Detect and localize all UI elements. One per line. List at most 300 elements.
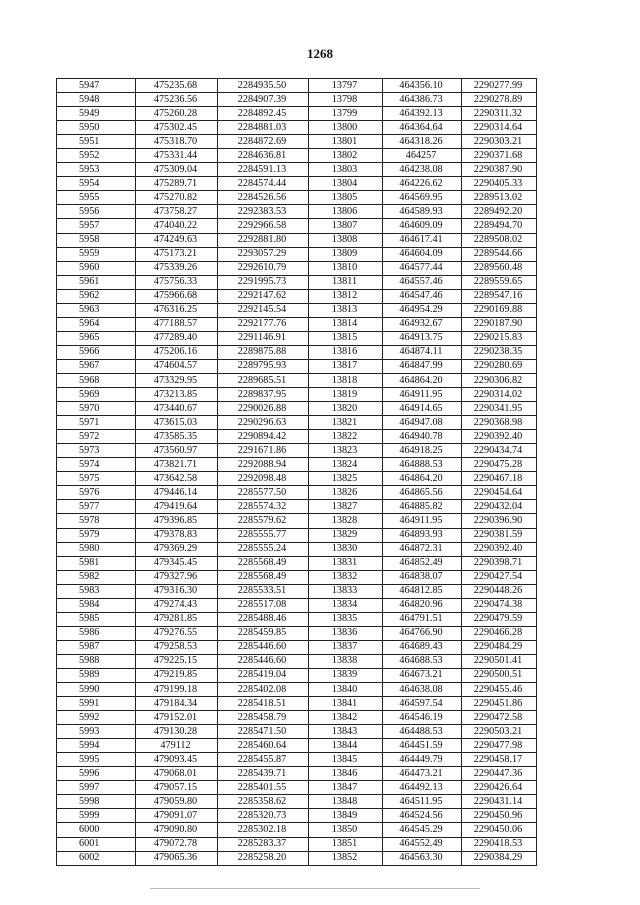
cell-easting-a: 479345.45 [136,556,218,570]
table-row [57,500,537,514]
table-row [57,837,537,851]
cell-northing-a: 2285577.50 [218,486,309,500]
cell-northing-b: 2290387.90 [462,163,537,177]
cell-point-id-b: 13804 [309,177,383,191]
table-row [57,556,537,570]
cell-point-id-a: 5994 [57,739,136,753]
cell-northing-a: 2285455.87 [218,753,309,767]
table-row [57,247,537,261]
cell-northing-a: 2290026.88 [218,402,309,416]
cell-northing-b: 2290450.96 [462,809,537,823]
cell-northing-a: 2292145.54 [218,303,309,317]
cell-easting-b: 464838.07 [383,570,462,584]
cell-easting-a: 479258.53 [136,640,218,654]
cell-easting-a: 475173.21 [136,247,218,261]
cell-point-id-b: 13845 [309,753,383,767]
cell-point-id-a: 5982 [57,570,136,584]
cell-easting-a: 473440.67 [136,402,218,416]
cell-northing-a: 2285358.62 [218,795,309,809]
cell-easting-a: 479091.07 [136,809,218,823]
cell-point-id-b: 13811 [309,275,383,289]
cell-northing-b: 2290418.53 [462,837,537,851]
coordinate-table-body [57,79,537,866]
cell-point-id-b: 13797 [309,79,383,93]
cell-northing-a: 2285568.49 [218,556,309,570]
cell-easting-b: 464473.21 [383,767,462,781]
table-row [57,345,537,359]
cell-easting-a: 479112 [136,739,218,753]
cell-northing-b: 2289560.48 [462,261,537,275]
cell-northing-b: 2290238.35 [462,345,537,359]
cell-northing-a: 2285401.55 [218,781,309,795]
cell-northing-a: 2285302.18 [218,823,309,837]
table-row [57,668,537,682]
cell-easting-b: 464847.99 [383,359,462,373]
cell-northing-b: 2290431.14 [462,795,537,809]
cell-northing-a: 2285460.64 [218,739,309,753]
cell-easting-b: 464511.95 [383,795,462,809]
cell-point-id-b: 13820 [309,402,383,416]
cell-point-id-a: 5962 [57,289,136,303]
cell-northing-b: 2290466.28 [462,626,537,640]
table-row [57,107,537,121]
cell-point-id-b: 13802 [309,149,383,163]
cell-easting-a: 479396.85 [136,514,218,528]
cell-northing-a: 2285402.08 [218,683,309,697]
cell-easting-b: 464577.44 [383,261,462,275]
cell-northing-b: 2290311.32 [462,107,537,121]
cell-northing-a: 2290894.42 [218,430,309,444]
cell-point-id-a: 5975 [57,472,136,486]
cell-point-id-a: 5964 [57,317,136,331]
cell-easting-a: 473758.27 [136,205,218,219]
cell-northing-b: 2290500.51 [462,668,537,682]
cell-easting-a: 475289.71 [136,177,218,191]
table-row [57,163,537,177]
cell-easting-b: 464885.82 [383,500,462,514]
table-row [57,711,537,725]
cell-point-id-b: 13809 [309,247,383,261]
table-row [57,289,537,303]
cell-point-id-a: 5959 [57,247,136,261]
cell-northing-b: 2290474.38 [462,598,537,612]
cell-northing-a: 2292610.79 [218,261,309,275]
cell-northing-b: 2290467.18 [462,472,537,486]
cell-point-id-b: 13807 [309,219,383,233]
cell-northing-b: 2290472.58 [462,711,537,725]
cell-northing-a: 2293057.29 [218,247,309,261]
cell-northing-b: 2290277.99 [462,79,537,93]
cell-northing-a: 2285579.62 [218,514,309,528]
cell-northing-a: 2284907.39 [218,93,309,107]
cell-point-id-b: 13851 [309,837,383,851]
cell-northing-b: 2290484.29 [462,640,537,654]
cell-easting-b: 464913.75 [383,331,462,345]
cell-easting-a: 475270.82 [136,191,218,205]
cell-northing-b: 2290314.64 [462,121,537,135]
cell-northing-a: 2292383.53 [218,205,309,219]
cell-easting-b: 464257 [383,149,462,163]
cell-point-id-b: 13852 [309,851,383,865]
cell-point-id-a: 5966 [57,345,136,359]
cell-easting-a: 475331.44 [136,149,218,163]
cell-point-id-a: 5989 [57,668,136,682]
cell-easting-a: 479130.28 [136,725,218,739]
cell-point-id-b: 13798 [309,93,383,107]
table-row [57,444,537,458]
cell-point-id-a: 5988 [57,654,136,668]
table-row [57,373,537,387]
cell-northing-b: 2290477.98 [462,739,537,753]
table-row [57,93,537,107]
cell-easting-a: 479057.15 [136,781,218,795]
cell-point-id-b: 13837 [309,640,383,654]
cell-easting-a: 479419.64 [136,500,218,514]
cell-northing-b: 2290454.64 [462,486,537,500]
cell-point-id-a: 5958 [57,233,136,247]
cell-northing-b: 2290432.04 [462,500,537,514]
cell-point-id-b: 13838 [309,654,383,668]
cell-northing-b: 2290475.28 [462,458,537,472]
cell-northing-b: 2290280.69 [462,359,537,373]
cell-northing-a: 2292966.58 [218,219,309,233]
table-row [57,542,537,556]
cell-northing-a: 2285555.77 [218,528,309,542]
table-row [57,781,537,795]
cell-point-id-a: 5969 [57,388,136,402]
cell-northing-a: 2289795.93 [218,359,309,373]
table-row [57,79,537,93]
cell-northing-a: 2285471.50 [218,725,309,739]
cell-northing-a: 2285258.20 [218,851,309,865]
table-row [57,626,537,640]
cell-point-id-a: 5991 [57,697,136,711]
cell-point-id-a: 5995 [57,753,136,767]
cell-northing-b: 2290278.89 [462,93,537,107]
cell-northing-b: 2289559.65 [462,275,537,289]
cell-northing-a: 2284872.69 [218,135,309,149]
cell-point-id-a: 5963 [57,303,136,317]
cell-easting-a: 479446.14 [136,486,218,500]
cell-point-id-b: 13842 [309,711,383,725]
cell-northing-a: 2284892.45 [218,107,309,121]
cell-northing-b: 2290371.68 [462,149,537,163]
cell-point-id-b: 13843 [309,725,383,739]
table-row [57,697,537,711]
table-row [57,486,537,500]
table-row [57,135,537,149]
table-row [57,725,537,739]
cell-point-id-a: 5981 [57,556,136,570]
cell-easting-a: 473213.85 [136,388,218,402]
cell-easting-b: 464609.09 [383,219,462,233]
cell-point-id-b: 13839 [309,668,383,682]
table-row [57,402,537,416]
cell-point-id-a: 5997 [57,781,136,795]
cell-point-id-b: 13827 [309,500,383,514]
cell-point-id-a: 5954 [57,177,136,191]
cell-point-id-b: 13810 [309,261,383,275]
cell-northing-a: 2292177.76 [218,317,309,331]
cell-point-id-a: 5979 [57,528,136,542]
table-row [57,570,537,584]
cell-easting-b: 464820.96 [383,598,462,612]
cell-northing-b: 2290303.21 [462,135,537,149]
cell-point-id-a: 5977 [57,500,136,514]
table-row [57,303,537,317]
cell-northing-a: 2291146.91 [218,331,309,345]
cell-point-id-a: 5951 [57,135,136,149]
cell-easting-a: 476316.25 [136,303,218,317]
table-row [57,177,537,191]
cell-northing-a: 2285439.71 [218,767,309,781]
cell-northing-b: 2290479.59 [462,612,537,626]
cell-northing-b: 2289508.02 [462,233,537,247]
table-row [57,359,537,373]
cell-easting-a: 474249.63 [136,233,218,247]
cell-easting-b: 464864.20 [383,373,462,387]
table-row [57,528,537,542]
cell-easting-a: 473585.35 [136,430,218,444]
cell-point-id-b: 13814 [309,317,383,331]
cell-point-id-a: 5978 [57,514,136,528]
cell-easting-b: 464673.21 [383,668,462,682]
cell-easting-a: 475966.68 [136,289,218,303]
cell-easting-a: 475260.28 [136,107,218,121]
cell-northing-b: 2290426.64 [462,781,537,795]
cell-point-id-b: 13805 [309,191,383,205]
cell-northing-a: 2285574.32 [218,500,309,514]
table-row [57,275,537,289]
cell-easting-b: 464392.13 [383,107,462,121]
table-row [57,331,537,345]
cell-point-id-b: 13848 [309,795,383,809]
cell-easting-a: 475339.26 [136,261,218,275]
table-row [57,823,537,837]
cell-easting-b: 464791.51 [383,612,462,626]
cell-point-id-a: 5970 [57,402,136,416]
cell-easting-b: 464546.19 [383,711,462,725]
cell-point-id-a: 5947 [57,79,136,93]
cell-northing-b: 2290458.17 [462,753,537,767]
cell-northing-b: 2290169.88 [462,303,537,317]
cell-easting-a: 473642.58 [136,472,218,486]
cell-easting-b: 464557.46 [383,275,462,289]
cell-easting-b: 464947.08 [383,416,462,430]
cell-point-id-a: 5983 [57,584,136,598]
cell-point-id-a: 5992 [57,711,136,725]
cell-point-id-b: 13841 [309,697,383,711]
cell-easting-a: 473821.71 [136,458,218,472]
cell-northing-a: 2285458.79 [218,711,309,725]
cell-northing-b: 2290427.54 [462,570,537,584]
table-row [57,472,537,486]
table-row [57,219,537,233]
cell-point-id-b: 13834 [309,598,383,612]
cell-point-id-a: 5974 [57,458,136,472]
cell-easting-a: 477188.57 [136,317,218,331]
cell-easting-a: 475235.68 [136,79,218,93]
cell-easting-b: 464911.95 [383,514,462,528]
cell-point-id-a: 5990 [57,683,136,697]
cell-easting-a: 473560.97 [136,444,218,458]
cell-point-id-b: 13824 [309,458,383,472]
cell-easting-a: 474040.22 [136,219,218,233]
cell-northing-b: 2289492.20 [462,205,537,219]
cell-easting-b: 464356.10 [383,79,462,93]
cell-point-id-a: 5957 [57,219,136,233]
table-row [57,205,537,219]
cell-easting-b: 464888.53 [383,458,462,472]
cell-easting-a: 479068.01 [136,767,218,781]
cell-easting-b: 464449.79 [383,753,462,767]
cell-easting-a: 479225.15 [136,654,218,668]
cell-point-id-a: 5998 [57,795,136,809]
cell-northing-a: 2292088.94 [218,458,309,472]
cell-point-id-b: 13846 [309,767,383,781]
cell-easting-a: 479184.34 [136,697,218,711]
table-row [57,121,537,135]
cell-point-id-b: 13808 [309,233,383,247]
cell-northing-a: 2285533.51 [218,584,309,598]
cell-easting-a: 475309.04 [136,163,218,177]
table-row [57,233,537,247]
cell-point-id-a: 5993 [57,725,136,739]
cell-point-id-b: 13799 [309,107,383,121]
cell-point-id-a: 6002 [57,851,136,865]
cell-point-id-b: 13801 [309,135,383,149]
cell-northing-b: 2290187.90 [462,317,537,331]
cell-northing-a: 2285446.60 [218,654,309,668]
cell-point-id-a: 5984 [57,598,136,612]
cell-point-id-b: 13819 [309,388,383,402]
cell-easting-b: 464638.08 [383,683,462,697]
cell-easting-b: 464386.73 [383,93,462,107]
cell-easting-a: 475318.70 [136,135,218,149]
cell-point-id-a: 5971 [57,416,136,430]
cell-easting-a: 479327.96 [136,570,218,584]
cell-easting-b: 464364.64 [383,121,462,135]
table-row [57,598,537,612]
cell-northing-b: 2290392.40 [462,430,537,444]
cell-easting-b: 464954.29 [383,303,462,317]
cell-point-id-a: 5980 [57,542,136,556]
cell-easting-b: 464318.26 [383,135,462,149]
cell-easting-b: 464872.31 [383,542,462,556]
cell-point-id-a: 5956 [57,205,136,219]
cell-point-id-b: 13821 [309,416,383,430]
cell-point-id-a: 5987 [57,640,136,654]
cell-easting-b: 464874.11 [383,345,462,359]
cell-point-id-a: 5950 [57,121,136,135]
cell-northing-a: 2284935.50 [218,79,309,93]
cell-easting-b: 464451.59 [383,739,462,753]
cell-northing-a: 2289875.88 [218,345,309,359]
cell-point-id-b: 13825 [309,472,383,486]
cell-northing-a: 2285320.73 [218,809,309,823]
cell-point-id-b: 13822 [309,430,383,444]
cell-easting-b: 464226.62 [383,177,462,191]
cell-northing-a: 2292881.80 [218,233,309,247]
cell-northing-b: 2290381.59 [462,528,537,542]
cell-easting-b: 464545.29 [383,823,462,837]
cell-point-id-b: 13829 [309,528,383,542]
cell-point-id-a: 5972 [57,430,136,444]
cell-northing-a: 2284574.44 [218,177,309,191]
table-row [57,640,537,654]
cell-easting-a: 474604.57 [136,359,218,373]
cell-easting-a: 479281.85 [136,612,218,626]
cell-northing-a: 2289837.95 [218,388,309,402]
cell-easting-b: 464552.49 [383,837,462,851]
cell-point-id-b: 13835 [309,612,383,626]
cell-northing-b: 2290450.06 [462,823,537,837]
cell-northing-b: 2290392.40 [462,542,537,556]
cell-northing-b: 2289547.16 [462,289,537,303]
cell-northing-b: 2290396.90 [462,514,537,528]
cell-northing-a: 2285459.85 [218,626,309,640]
cell-easting-a: 479090.80 [136,823,218,837]
cell-easting-b: 464547.46 [383,289,462,303]
cell-northing-b: 2290341.95 [462,402,537,416]
cell-point-id-b: 13812 [309,289,383,303]
table-row [57,612,537,626]
cell-easting-b: 464940.78 [383,430,462,444]
cell-easting-b: 464569.95 [383,191,462,205]
cell-point-id-b: 13830 [309,542,383,556]
cell-northing-b: 2290215.83 [462,331,537,345]
cell-easting-b: 464911.95 [383,388,462,402]
cell-point-id-b: 13831 [309,556,383,570]
cell-northing-a: 2291995.73 [218,275,309,289]
cell-point-id-b: 13806 [309,205,383,219]
cell-northing-a: 2285418.51 [218,697,309,711]
cell-easting-b: 464604.09 [383,247,462,261]
cell-easting-b: 464864.20 [383,472,462,486]
cell-northing-a: 2291671.86 [218,444,309,458]
cell-point-id-a: 5965 [57,331,136,345]
cell-point-id-a: 5949 [57,107,136,121]
cell-point-id-a: 5967 [57,359,136,373]
cell-northing-b: 2290503.21 [462,725,537,739]
cell-northing-b: 2290447.36 [462,767,537,781]
cell-point-id-b: 13836 [309,626,383,640]
cell-easting-b: 464238.08 [383,163,462,177]
cell-easting-b: 464812.85 [383,584,462,598]
cell-easting-a: 479378.83 [136,528,218,542]
footer-rule [150,888,480,889]
cell-northing-a: 2290296.63 [218,416,309,430]
cell-point-id-a: 6001 [57,837,136,851]
cell-northing-b: 2290306.82 [462,373,537,387]
cell-easting-a: 477289.40 [136,331,218,345]
cell-easting-a: 475302.45 [136,121,218,135]
table-row [57,514,537,528]
cell-easting-b: 464488.53 [383,725,462,739]
cell-point-id-b: 13800 [309,121,383,135]
table-row [57,191,537,205]
cell-point-id-b: 13813 [309,303,383,317]
cell-point-id-b: 13818 [309,373,383,387]
table-row [57,388,537,402]
cell-easting-a: 479059.80 [136,795,218,809]
cell-point-id-b: 13817 [309,359,383,373]
cell-northing-b: 2290434.74 [462,444,537,458]
cell-point-id-b: 13849 [309,809,383,823]
cell-easting-b: 464914.65 [383,402,462,416]
cell-northing-a: 2285568.49 [218,570,309,584]
table-row [57,739,537,753]
